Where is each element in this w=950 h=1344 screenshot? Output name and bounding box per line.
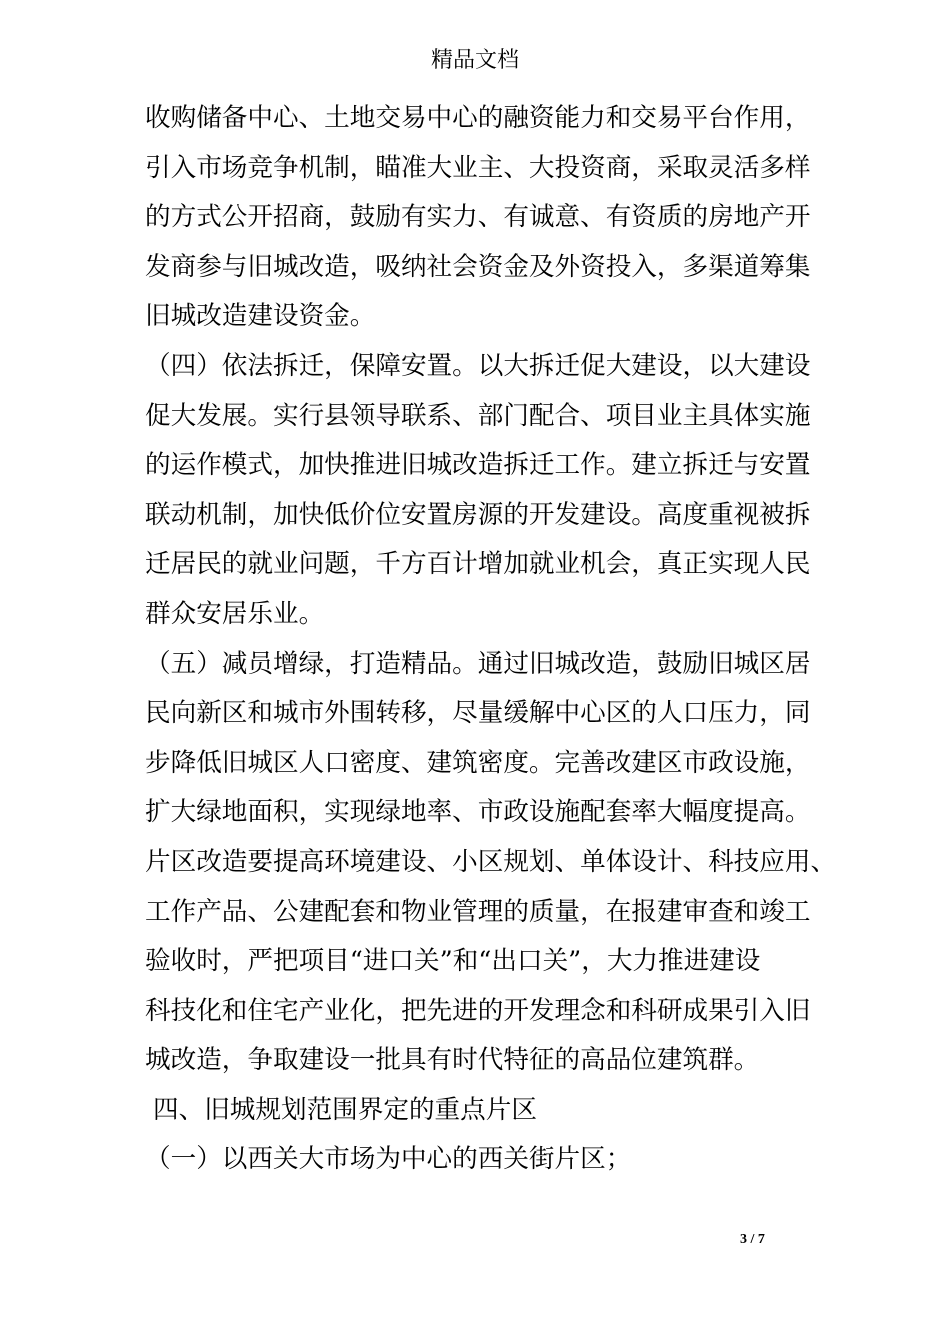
body-line: 城改造，争取建设一批具有时代特征的高品位建筑群。 (145, 1045, 760, 1076)
body-line: 科技化和住宅产业化，把先进的开发理念和科研成果引入旧 (145, 995, 811, 1026)
body-line: 群众安居乐业。 (145, 598, 325, 629)
body-line: 扩大绿地面积，实现绿地率、市政设施配套率大幅度提高。 (145, 797, 811, 828)
body-line: 民向新区和城市外围转移，尽量缓解中心区的人口压力，同 (145, 698, 811, 729)
body-line: 迁居民的就业问题，千方百计增加就业机会，真正实现人民 (145, 549, 811, 580)
section-heading: 四、旧城规划范围界定的重点片区 (153, 1094, 537, 1125)
body-line: 旧城改造建设资金。 (145, 301, 376, 332)
document-body (145, 94, 837, 1185)
body-line: 促大发展。实行县领导联系、部门配合、项目业主具体实施 (145, 400, 811, 431)
body-line: 收购储备中心、土地交易中心的融资能力和交易平台作用， (145, 103, 811, 133)
paragraph-heading-line: （四）依法拆迁，保障安置。以大拆迁促大建设，以大建设 (145, 350, 811, 381)
body-line: 步降低旧城区人口密度、建筑密度。完善改建区市政设施， (145, 747, 811, 778)
body-line: 联动机制，加快低价位安置房源的开发建设。高度重视被拆 (145, 499, 811, 530)
page-number: 3 / 7 (740, 1232, 765, 1247)
body-line: 验收时，严把项目“进口关”和“出口关”，大力推进建设 (145, 946, 761, 977)
paragraph-heading-line: （五）减员增绿，打造精品。通过旧城改造，鼓励旧城区居 (145, 648, 811, 679)
body-line: 的运作模式，加快推进旧城改造拆迁工作。建立拆迁与安置 (145, 450, 811, 481)
body-line: 工作产品、公建配套和物业管理的质量，在报建审查和竣工 (145, 896, 811, 927)
body-line: 发商参与旧城改造，吸纳社会资金及外资投入，多渠道筹集 (145, 251, 811, 282)
page-header-title: 精品文档 (430, 48, 519, 73)
subsection-heading: （一）以西关大市场为中心的西关街片区； (145, 1144, 632, 1175)
body-line: 引入市场竞争机制，瞄准大业主、大投资商，采取灵活多样 (145, 152, 811, 183)
body-line: 片区改造要提高环境建设、小区规划、单体设计、科技应用、 (145, 846, 837, 877)
body-line: 的方式公开招商，鼓励有实力、有诚意、有资质的房地产开 (145, 202, 811, 233)
